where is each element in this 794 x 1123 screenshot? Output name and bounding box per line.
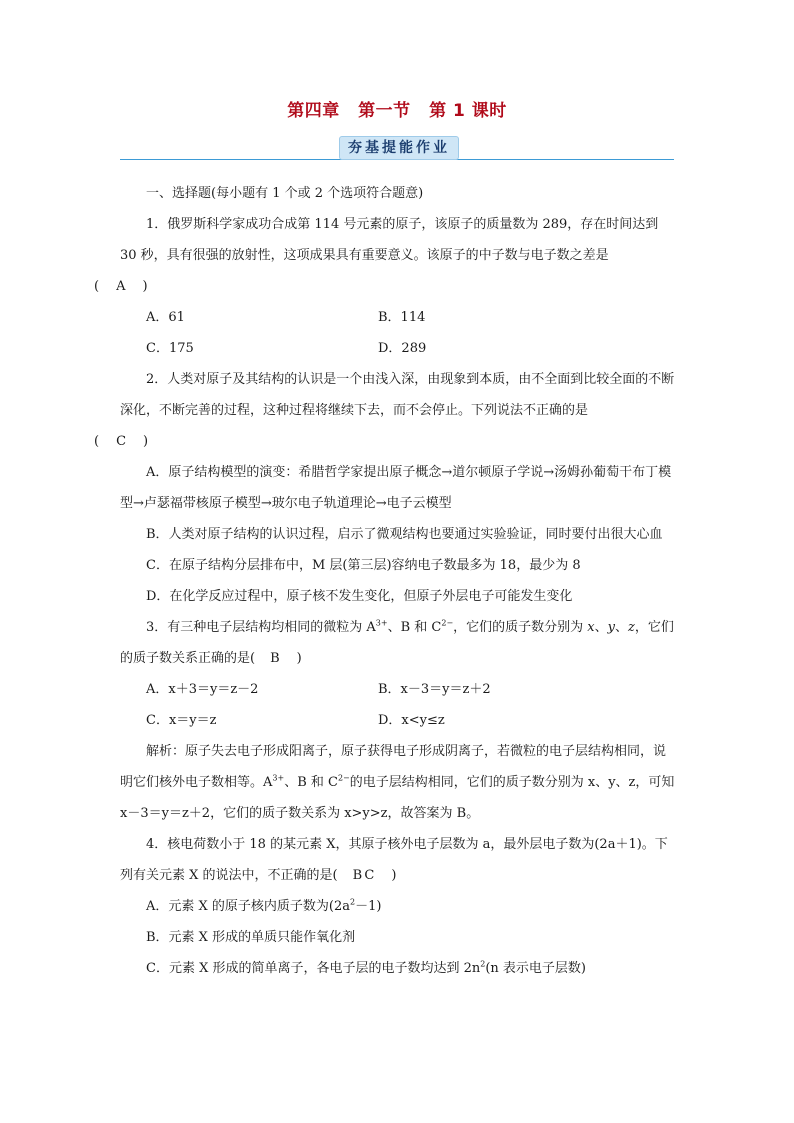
q3-options-row-1 xyxy=(120,674,676,705)
question-3-stem: 3．有三种电子层结构均相同的微粒为 $A^{3+}$、B 和 $C^{2-}$，它们的质子数分别为 x、y、z，它们的质子数关系正确的是( B ) xyxy=(120,618,674,666)
answer: ( A ) xyxy=(94,279,150,294)
answer: ( C ) xyxy=(94,434,151,449)
q3-option-b: B．x－3＝y＝z＋2 xyxy=(378,682,491,697)
section-heading: 一、选择题(每小题有 1 个或 2 个选项符合题意) xyxy=(146,186,424,201)
q2-option-a: A．原子结构模型的演变：希腊哲学家提出原子概念→道尔顿原子学说→汤姆孙葡萄干布丁模型→卢瑟福带核原子模型→玻尔电子轨道理论→电子云模型 xyxy=(120,465,672,511)
q1-option-c: C．175 xyxy=(146,341,194,356)
banner-label: 夯基提能作业 xyxy=(339,136,459,160)
answer: BC xyxy=(337,868,392,883)
q1-options-row-1 xyxy=(120,302,676,333)
chapter-label: 第四章 xyxy=(287,101,340,121)
q1-options-row-2 xyxy=(120,333,676,364)
question-1-stem: 1．俄罗斯科学家成功合成第 114 号元素的原子，该原子的质量数为 289，存在时间达到 30 秒，具有很强的放射性，这项成果具有重要意义。该原子的中子数与电子数之差是 ( A ) xyxy=(94,217,659,294)
page-title xyxy=(0,96,794,121)
q3-options-row-2 xyxy=(120,705,676,736)
q3-option-d: D．x<y≤z xyxy=(378,713,445,728)
answer: B xyxy=(255,651,297,666)
q4-option-b: B．元素 X 形成的单质只能作氧化剂 xyxy=(146,930,356,945)
q2-option-c: C．在原子结构分层排布中，M 层(第三层)容纳电子数最多为 18，最少为 8 xyxy=(146,558,581,573)
question-2-stem: 2．人类对原子及其结构的认识是一个由浅入深，由现象到本质，由不全面到比较全面的不断深化，不断完善的过程，这种过程将继续下去，而不会停止。下列说法不正确的是 ( C ) xyxy=(94,372,675,449)
q3-option-a: A．x＋3＝y＝z－2 xyxy=(146,682,259,697)
q1-option-b: B．114 xyxy=(378,310,426,325)
section-label: 第一节 xyxy=(358,101,411,121)
banner-header xyxy=(120,136,674,162)
q2-option-d: D．在化学反应过程中，原子核不发生变化，但原子外层电子可能发生变化 xyxy=(146,589,573,604)
worksheet-body xyxy=(94,178,676,984)
q1-option-a: A．61 xyxy=(146,310,185,325)
q4-option-a: A．元素 X 的原子核内质子数为$(2a^2-1)$ xyxy=(146,897,382,914)
q3-option-c: C．x＝y＝z xyxy=(146,713,217,728)
lesson-label: 第 1 课时 xyxy=(429,101,507,121)
q2-option-b: B．人类对原子结构的认识过程，启示了微观结构也要通过实验验证，同时要付出很大心血 xyxy=(146,527,663,542)
q4-option-c: C．元素 X 形成的简单离子，各电子层的电子数均达到 $2n^2(n$ 表示电子层数) xyxy=(146,959,586,976)
q3-analysis: 解析：原子失去电子形成阳离子，原子获得电子形成阴离子，若微粒的电子层结构相同，说明它们核外电子数相等。$A^{3+}$、B 和 $C^{2-}$的电子层结构相同，它们的质子数分别为 x、y、z，可知 x－3＝y＝z＋2，它们的质子数关系为 x>y>z，故答案为 B。 xyxy=(120,744,675,821)
question-4-stem: 4．核电荷数小于 18 的某元素 X，其原子核外电子层数为 a，最外层电子数为(2a＋1)。下列有关元素 X 的说法中，不正确的是( BC ) xyxy=(120,837,668,883)
q1-option-d: D．289 xyxy=(378,341,427,356)
